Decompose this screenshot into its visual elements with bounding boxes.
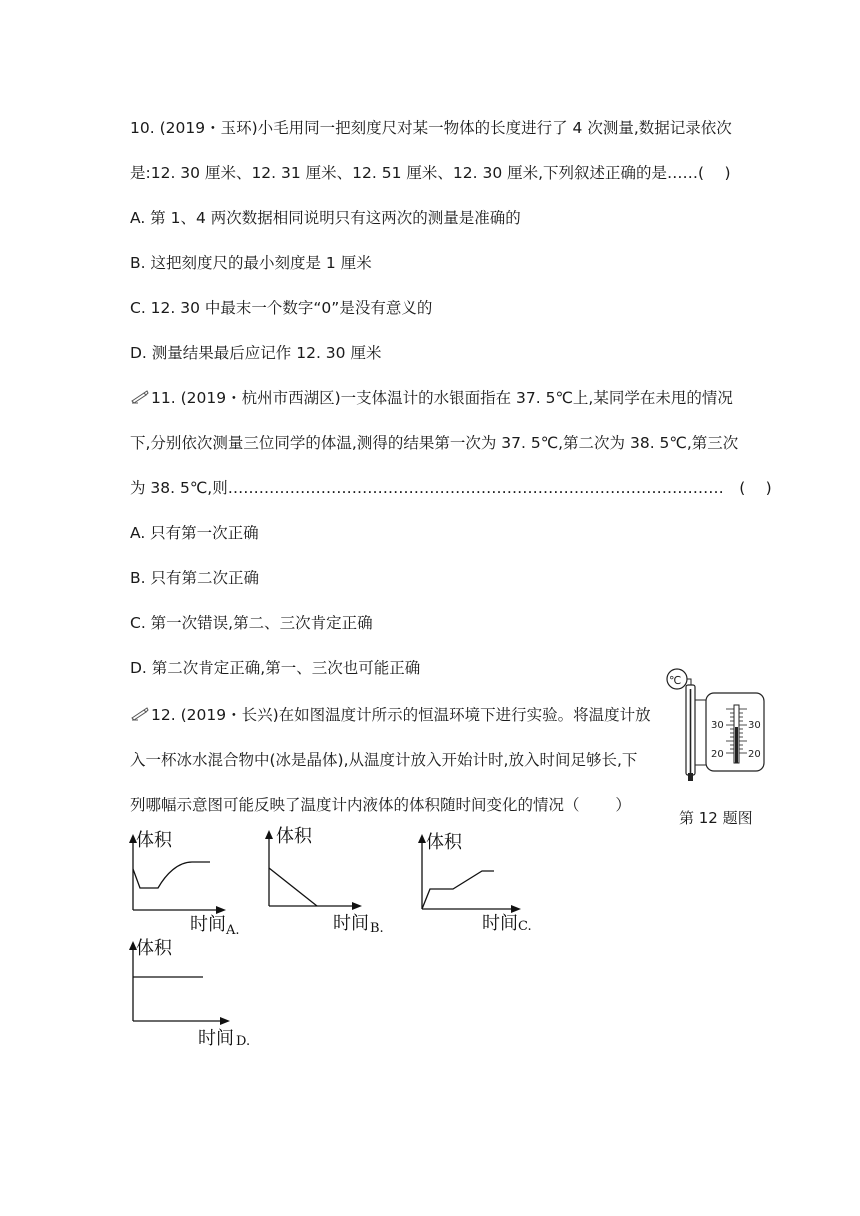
scale-left-30: 30 bbox=[711, 720, 724, 731]
q10-option-c: C. 12. 30 中最末一个数字“0”是没有意义的 bbox=[130, 299, 433, 317]
q12-stem-line-3: 列哪幅示意图可能反映了温度计内液体的体积随时间变化的情况（ ） bbox=[130, 796, 631, 814]
q10-stem-line-2: 是:12. 30 厘米、12. 31 厘米、12. 51 厘米、12. 30 厘米,下列叙述正确的是……( ) bbox=[130, 164, 731, 182]
graph-d-y-label: 体积 bbox=[136, 938, 172, 959]
celsius-unit-label: ℃ bbox=[669, 674, 682, 687]
graph-a-x-label: 时间 bbox=[190, 914, 226, 935]
thermometer-figure bbox=[665, 665, 775, 790]
graph-b-letter: B. bbox=[370, 921, 384, 936]
graph-option-a bbox=[120, 826, 250, 938]
figure-caption: 第 12 题图 bbox=[679, 809, 753, 827]
scale-right-30: 30 bbox=[748, 720, 761, 731]
q11-option-a: A. 只有第一次正确 bbox=[130, 524, 259, 542]
graph-a-y-label: 体积 bbox=[136, 830, 172, 851]
graph-c-x-label: 时间 bbox=[482, 913, 518, 934]
q10-option-d: D. 测量结果最后应记作 12. 30 厘米 bbox=[130, 344, 382, 362]
graph-option-c bbox=[410, 826, 540, 938]
graph-b-x-label: 时间 bbox=[333, 913, 369, 934]
q11-stem-line-1-text: 11. (2019・杭州市西湖区)一支体温计的水银面指在 37. 5℃上,某同学在未甩的情况 bbox=[151, 389, 733, 407]
q10-option-b: B. 这把刻度尺的最小刻度是 1 厘米 bbox=[130, 254, 372, 272]
graph-c-curve bbox=[422, 871, 494, 909]
q11-option-b: B. 只有第二次正确 bbox=[130, 569, 259, 587]
q11-stem-line-1 bbox=[130, 388, 733, 408]
graph-b-y-label: 体积 bbox=[276, 826, 312, 847]
graph-c-y-label: 体积 bbox=[426, 832, 462, 853]
q12-stem-line-1-text: 12. (2019・长兴)在如图温度计所示的恒温环境下进行实验。将温度计放 bbox=[151, 706, 651, 724]
q11-stem-line-2: 下,分别依次测量三位同学的体温,测得的结果第一次为 37. 5℃,第二次为 38. 5℃,第三次 bbox=[130, 434, 739, 452]
q11-option-c: C. 第一次错误,第二、三次肯定正确 bbox=[130, 614, 373, 632]
q10-option-a: A. 第 1、4 两次数据相同说明只有这两次的测量是准确的 bbox=[130, 209, 521, 227]
q10-stem-line-1: 10. (2019・玉环)小毛用同一把刻度尺对某一物体的长度进行了 4 次测量,数据记录依次 bbox=[130, 119, 732, 137]
graph-a-curve bbox=[133, 862, 210, 888]
liquid-column bbox=[735, 727, 738, 763]
pen-mark-icon bbox=[130, 707, 150, 721]
graph-option-b bbox=[260, 826, 390, 938]
q11-option-d: D. 第二次肯定正确,第一、三次也可能正确 bbox=[130, 659, 421, 677]
q11-stem-line-3: 为 38. 5℃,则…………………………………………………………………………………… ( ) bbox=[130, 479, 772, 497]
graph-a-letter: A. bbox=[226, 923, 240, 938]
graph-b-curve bbox=[269, 868, 317, 906]
scale-right-20: 20 bbox=[748, 749, 761, 760]
graph-d-x-label: 时间 bbox=[198, 1028, 234, 1049]
scale-left-20: 20 bbox=[711, 749, 724, 760]
graph-c-letter: C. bbox=[518, 919, 532, 934]
graph-option-d bbox=[120, 935, 260, 1050]
q12-stem-line-1 bbox=[130, 705, 651, 725]
q12-stem-line-2: 入一杯冰水混合物中(冰是晶体),从温度计放入开始计时,放入时间足够长,下 bbox=[130, 751, 638, 769]
pen-mark-icon bbox=[130, 390, 150, 404]
graph-d-letter: D. bbox=[236, 1034, 251, 1049]
